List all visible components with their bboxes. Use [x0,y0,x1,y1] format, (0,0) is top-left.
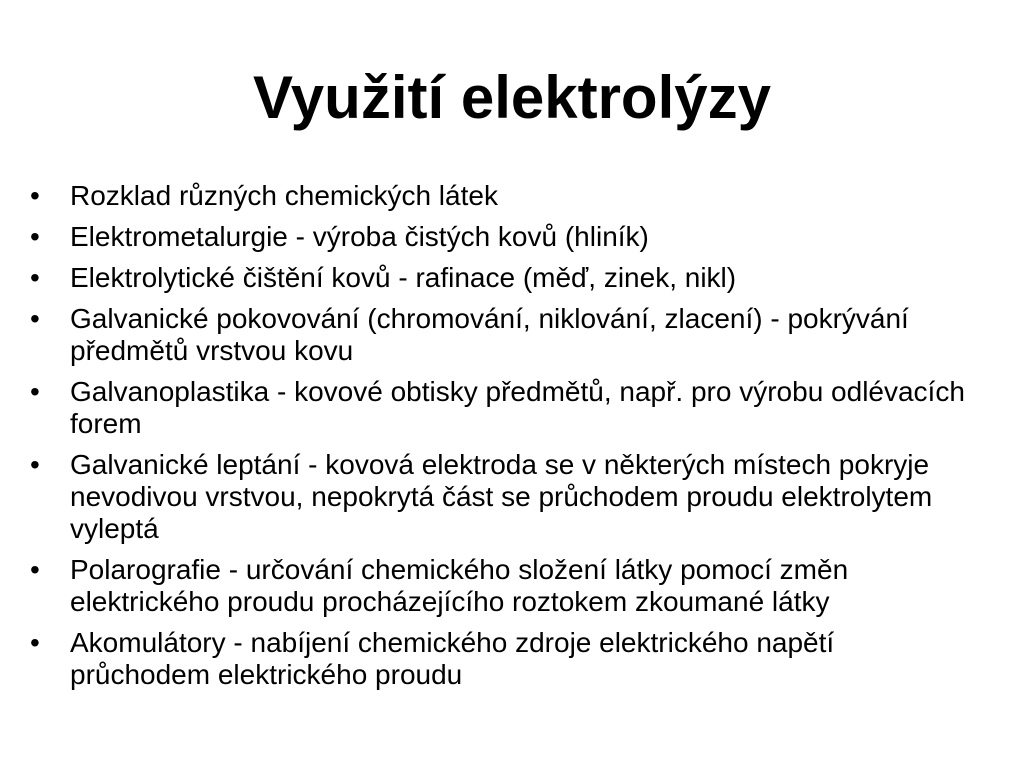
bullet-list [30,180,980,700]
list-item-text: Galvanické pokovování (chromování, niklování, zlacení) - pokrývání předmětů vrstvou kovu [70,303,909,366]
list-item [30,449,980,545]
list-item-text: Galvanoplastika - kovové obtisky předmětů, např. pro výrobu odlévacích forem [70,376,965,439]
list-item-text: Rozklad různých chemických látek [70,180,498,211]
bullet-icon: • [30,303,40,334]
list-item-text: Akomulátory - nabíjení chemického zdroje elektrického napětí průchodem elektrického proudu [70,627,835,690]
bullet-icon: • [30,554,40,585]
bullet-icon: • [30,221,40,252]
list-item [30,554,980,618]
bullet-icon: • [30,376,40,407]
list-item [30,376,980,440]
list-item-text: Elektrometalurgie - výroba čistých kovů (hliník) [70,221,649,252]
list-item [30,180,980,212]
slide-title: Využití elektrolýzy [253,64,771,131]
list-item-text: Galvanické leptání - kovová elektroda se v některých místech pokryje nevodivou vrstvou, nepokrytá část se průchodem proudu elektrolytem vyleptá [70,449,933,544]
bullet-icon: • [30,180,40,211]
list-item [30,221,980,253]
bullet-icon: • [30,262,40,293]
list-item [30,262,980,294]
bullet-icon: • [30,627,40,658]
list-item [30,627,980,691]
list-item [30,303,980,367]
list-item-text: Polarografie - určování chemického složení látky pomocí změn elektrického proudu procházejícího roztokem zkoumané látky [70,554,849,617]
list-item-text: Elektrolytické čištění kovů - rafinace (měď, zinek, nikl) [70,262,737,293]
bullet-icon: • [30,449,40,480]
